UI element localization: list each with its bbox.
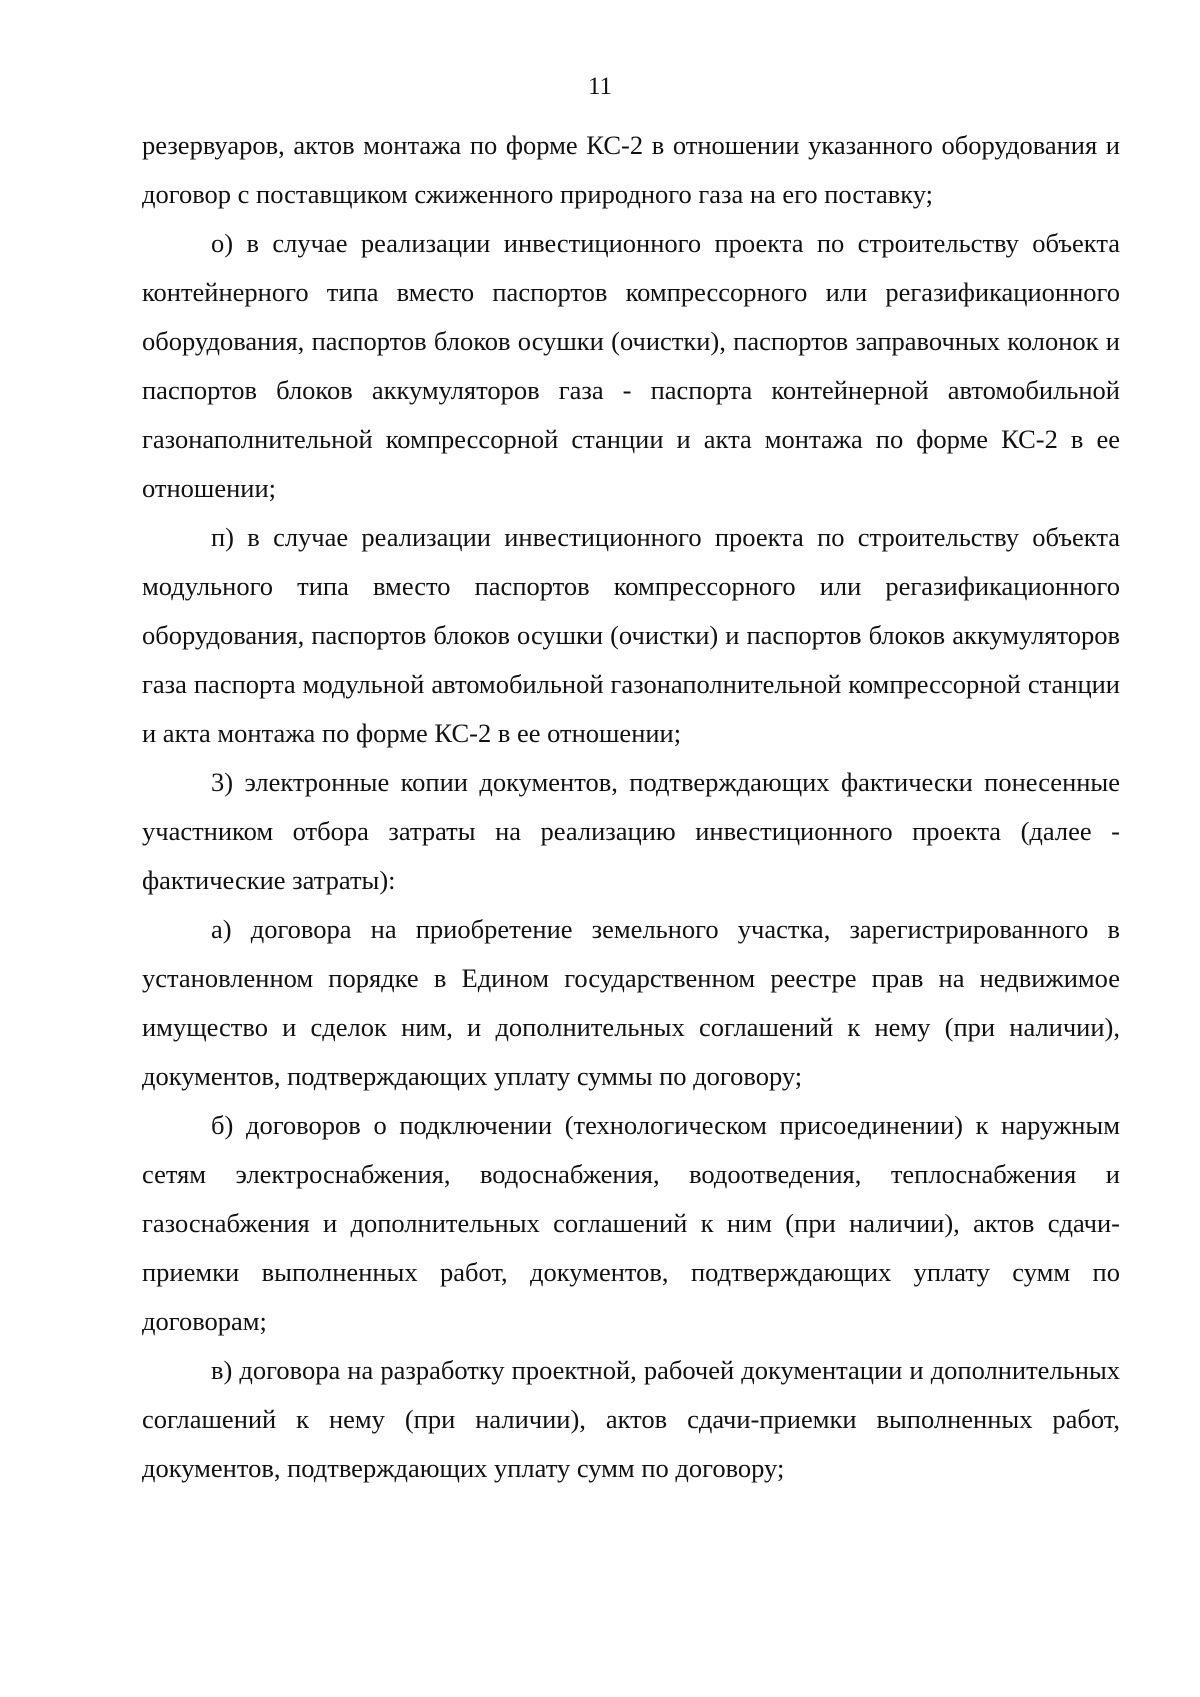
paragraph-item-a: а) договора на приобретение земельного участка, зарегистрированного в установленном порядке в Едином государственном реестре прав на недвижимое имущество и сделок ним, и дополнительных соглашений к нему (при наличии), документов, подтверждающих уплату суммы по договору; xyxy=(142,914,1120,1091)
paragraph-continuation: резервуаров, актов монтажа по форме КС-2 в отношении указанного оборудования и договор с поставщиком сжиженного природного газа на его поставку; xyxy=(142,130,1120,209)
paragraph-item-p: п) в случае реализации инвестиционного проекта по строительству объекта модульного типа вместо паспортов компрессорного или регазификационного оборудования, паспортов блоков осушки (очистки) и паспортов блоков аккумуляторов газа паспорта модульной автомобильной газонаполнительной компрессорной станции и акта монтажа по форме КС-2 в ее отношении; xyxy=(142,522,1120,748)
paragraph-item-o: о) в случае реализации инвестиционного проекта по строительству объекта контейнерного типа вместо паспортов компрессорного или регазификационного оборудования, паспортов блоков осушки (очистки), паспортов заправочных колонок и паспортов блоков аккумуляторов газа - паспорта контейнерной автомобильной газонаполнительной компрессорной станции и акта монтажа по форме КС-2 в ее отношении; xyxy=(142,228,1120,503)
paragraph-item-3: 3) электронные копии документов, подтверждающих фактически понесенные участником отбора затраты на реализацию инвестиционного проекта (далее - фактические затраты): xyxy=(142,767,1120,895)
paragraph-item-v: в) договора на разработку проектной, рабочей документации и дополнительных соглашений к нему (при наличии), актов сдачи-приемки выполненных работ, документов, подтверждающих уплату сумм по договору; xyxy=(142,1355,1120,1483)
page-number: 11 xyxy=(587,73,613,100)
paragraph-item-b: б) договоров о подключении (технологическом присоединении) к наружным сетям электроснабжения, водоснабжения, водоотведения, теплоснабжения и газоснабжения и дополнительных соглашений к ним (при наличии), актов сдачи-приемки выполненных работ, документов, подтверждающих уплату сумм по договорам; xyxy=(142,1110,1120,1336)
document-body xyxy=(142,121,1120,1493)
